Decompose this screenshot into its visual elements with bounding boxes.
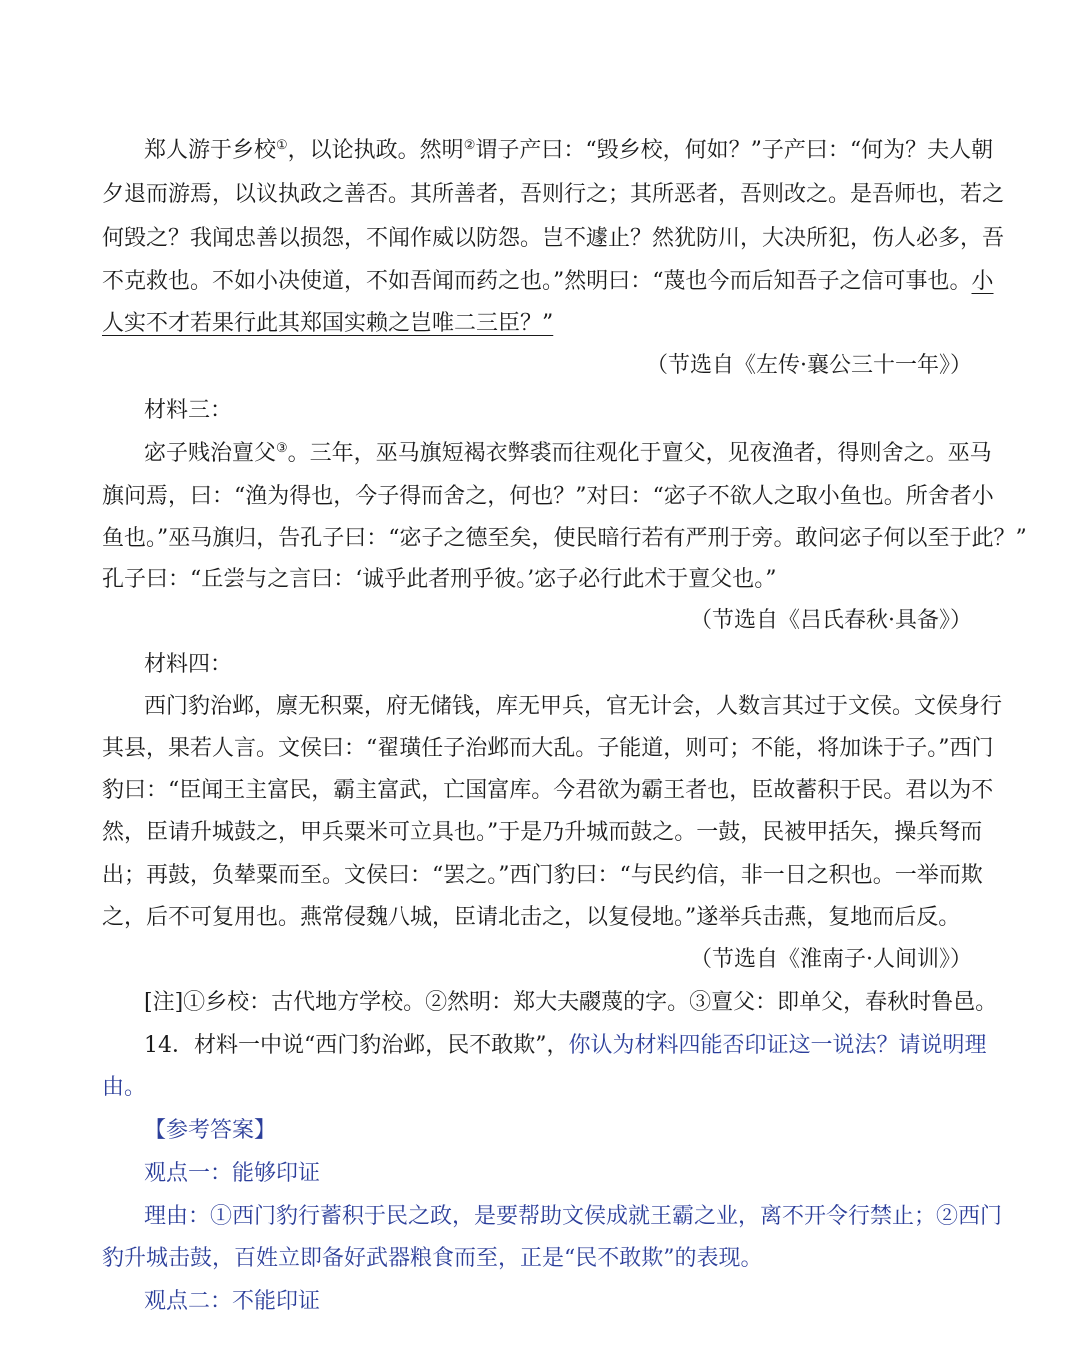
text-span: 谓子产曰：“毁乡校，何如？”子产曰：“何为？夫人朝 [475,138,994,163]
material4-line-3: 豹曰：“臣闻王主富民，霸主富武，亡国富库。今君欲为霸王者也，臣故蓄积于民。君以为不 [102,778,994,803]
material3-line-4: 孔子曰：“丘尝与之言曰：‘诚乎此者刑乎彼。’宓子必行此术于亶父也。” [102,567,777,592]
material4-line-4: 然，臣请升城鼓之，甲兵粟米可立具也。”于是乃升城而鼓之。一鼓，民被甲括矢，操兵弩而 [102,820,983,845]
material3-line-3: 鱼也。”巫马旗归，告孔子曰：“宓子之德至矣，使民暗行若有严刑于旁。敢问宓子何以至于此？” [102,526,1027,551]
question-14-line-1 [144,1031,987,1061]
footnote-marker-3: ③ [276,441,288,456]
material3-line-1 [144,439,992,469]
passage2-line-1 [144,136,994,166]
material4-source: （节选自《淮南子·人间训》） [690,947,972,972]
text-span: ，以论执政。然明 [287,138,464,163]
passage2-line-3: 何毁之？我闻忠善以损怨，不闻作威以防怨。岂不遽止？然犹防川，大决所犯，伤人必多，吾 [102,226,1005,251]
material4-line-6: 之，后不可复用也。燕常侵魏八城，臣请北击之，以复侵地。”遂举兵击燕，复地而后反。 [102,905,961,930]
answer-heading: 【参考答案】 [144,1118,277,1143]
underlined-sentence: 人实不才若果行此其郑国实赖之岂唯二三臣？” [102,311,554,336]
material3-line-2: 旗问焉，曰：“渔为得也，今子得而舍之，何也？”对曰：“宓子不欲人之取小鱼也。所舍者小 [102,484,994,509]
passage2-line-4 [102,267,994,297]
passage2-line-2: 夕退而游焉，以议执政之善否。其所善者，吾则行之；其所恶者，吾则改之。是吾师也，若之 [102,182,1005,207]
text-span: 14．材料一中说“西门豹治邺，民不敢欺”， [144,1033,569,1058]
question-14-line-2: 由。 [102,1075,147,1100]
material3-heading: 材料三： [144,398,233,423]
answer-view-2: 观点二：不能印证 [144,1289,321,1314]
answer-reason-1-line-1: 理由：①西门豹行蓄积于民之政，是要帮助文侯成就王霸之业，离不开令行禁止；②西门 [144,1204,1003,1229]
answer-view-1: 观点一：能够印证 [144,1161,321,1186]
annotation-note: [注]①乡校：古代地方学校。②然明：郑大夫鬷蔑的字。③亶父：即单父，春秋时鲁邑。 [144,990,998,1015]
answer-reason-1-line-2: 豹升城击鼓，百姓立即备好武器粮食而至，正是“民不敢欺”的表现。 [102,1246,763,1271]
text-span: 郑人游于乡校 [144,138,277,163]
underlined-sentence-start: 小 [971,269,994,294]
material4-line-1: 西门豹治邺，廪无积粟，府无储钱，库无甲兵，官无计会，人数言其过于文侯。文侯身行 [144,694,1003,719]
text-span: 不克救也。不如小决使道，不如吾闻而药之也。”然明曰：“蔑也今而后知吾子之信可事也。 [102,269,972,294]
passage2-source: （节选自《左传·襄公三十一年》） [646,353,972,378]
passage2-line-5 [102,309,982,339]
question-14-prompt: 你认为材料四能否印证这一说法？请说明理 [568,1033,987,1058]
material4-line-2: 其县，果若人言。文侯曰：“翟璜任子治邺而大乱。子能道，则可；不能，将加诛于子。”西门 [102,736,994,761]
material3-source: （节选自《吕氏春秋·具备》） [690,608,972,633]
text-span: 宓子贱治亶父 [144,441,277,466]
material4-heading: 材料四： [144,652,233,677]
material4-line-5: 出；再鼓，负辇粟而至。文侯曰：“罢之。”西门豹曰：“与民约信，非一日之积也。一举而欺 [102,863,983,888]
text-span: 。三年，巫马旗短褐衣弊裘而往观化于亶父，见夜渔者，得则舍之。巫马 [287,441,992,466]
footnote-marker-2: ② [463,138,476,153]
footnote-marker-1: ① [276,138,288,153]
